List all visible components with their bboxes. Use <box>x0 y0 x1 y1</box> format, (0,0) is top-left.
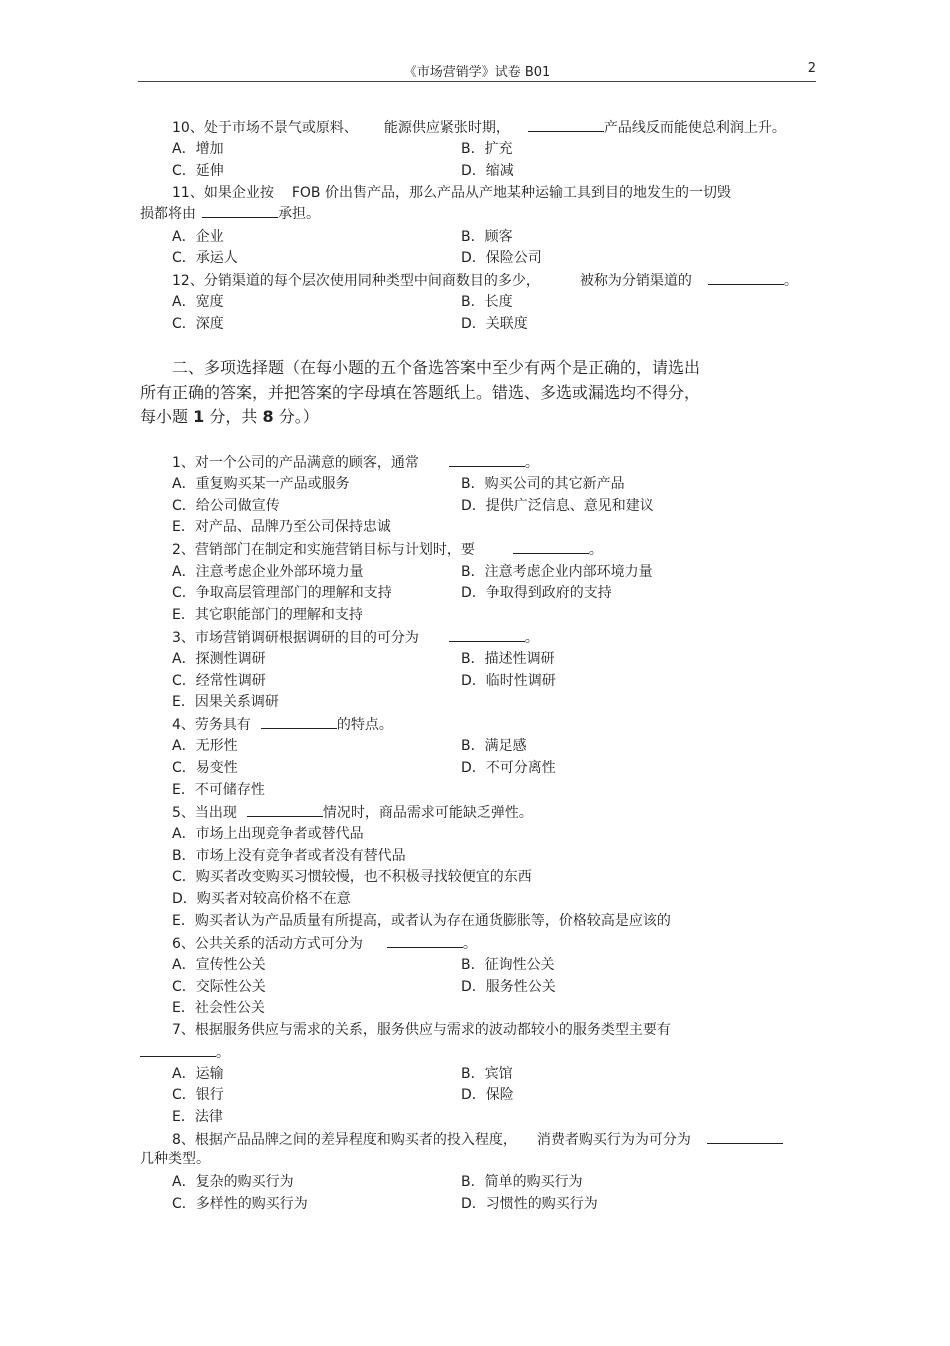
mq4-stem-text: 的特点。 <box>336 717 393 733</box>
answer-blank[interactable] <box>513 539 589 554</box>
answer-blank[interactable] <box>387 933 463 948</box>
mq8-option-d[interactable]: D．习惯性的购买行为 <box>461 1196 598 1212</box>
mq4-option-a[interactable]: A．无形性 <box>172 738 238 754</box>
mq3-option-c[interactable]: C．经常性调研 <box>172 673 266 689</box>
mq4-stem-text: 4、劳务具有 <box>172 717 251 733</box>
mq1-option-e[interactable]: E．对产品、品牌乃至公司保持忠诚 <box>172 519 391 535</box>
mq5-option-b[interactable]: B．市场上没有竞争者或者没有替代品 <box>172 848 406 864</box>
mq5-option-c[interactable]: C．购买者改变购买习惯较慢，也不积极寻找较便宜的东西 <box>172 869 532 885</box>
mq3-stem-text: 3、市场营销调研根据调研的目的可分为 <box>172 630 419 646</box>
mq7-option-c[interactable]: C．银行 <box>172 1087 224 1103</box>
mq8-stem-text: 8、根据产品品牌之间的差异程度和购买者的投入程度， <box>172 1132 517 1148</box>
mq8-option-a[interactable]: A．复杂的购买行为 <box>172 1174 294 1190</box>
mq5-option-d[interactable]: D．购买者对较高价格不在意 <box>172 891 351 907</box>
mq8-stem <box>172 1129 783 1150</box>
mq4-option-b[interactable]: B．满足感 <box>461 738 527 754</box>
mq1-option-d[interactable]: D．提供广泛信息、意见和建议 <box>461 498 654 514</box>
answer-blank[interactable] <box>449 627 525 642</box>
q11-stem-part: 损都将由 <box>140 206 196 222</box>
section-2-heading-line-1: 二、多项选择题（在每小题的五个备选答案中至少有两个是正确的，请选出 <box>172 358 701 377</box>
q10-stem-part: 10、处于市场不景气或原料、 <box>172 120 358 136</box>
q11-stem-part: 11、如果企业按 <box>172 185 274 201</box>
mq6-stem-text: 6、公共关系的活动方式可分为 <box>172 936 363 952</box>
q11-option-c[interactable]: C．承运人 <box>172 250 238 266</box>
mq3-option-b[interactable]: B．描述性调研 <box>461 651 555 667</box>
q12-option-a[interactable]: A．宽度 <box>172 294 224 310</box>
mq5-option-a[interactable]: A．市场上出现竞争者或替代品 <box>172 826 364 842</box>
mq3-stem <box>172 627 539 648</box>
q10-option-b[interactable]: B．扩充 <box>461 141 513 157</box>
mq2-option-d[interactable]: D．争取得到政府的支持 <box>461 585 612 601</box>
exam-title: 《市场营销学》试卷 B01 <box>403 65 551 80</box>
mq5-stem <box>172 802 533 823</box>
mq1-option-c[interactable]: C．给公司做宣传 <box>172 498 280 514</box>
mq1-option-a[interactable]: A．重复购买某一产品或服务 <box>172 476 350 492</box>
mq2-option-b[interactable]: B．注意考虑企业内部环境力量 <box>461 564 653 580</box>
mq7-stem-end: 。 <box>216 1045 230 1061</box>
mq2-option-c[interactable]: C．争取高层管理部门的理解和支持 <box>172 585 392 601</box>
q12-stem-part: 12、分销渠道的每个层次使用同种类型中间商数目的多少， <box>172 273 540 289</box>
answer-blank[interactable] <box>528 117 604 132</box>
q11-stem-part: 承担。 <box>278 206 320 222</box>
mq5-stem-text: 5、当出现 <box>172 805 237 821</box>
mq4-option-d[interactable]: D．不可分离性 <box>461 760 556 776</box>
mq6-stem <box>172 933 477 954</box>
mq8-stem-text: 消费者购买行为为可分为 <box>536 1132 691 1148</box>
section-2-text: 每小题 <box>140 407 189 426</box>
answer-blank[interactable] <box>707 1129 783 1144</box>
question-12-stem <box>172 270 798 291</box>
q12-stem-part: 。 <box>783 273 798 289</box>
mq3-option-a[interactable]: A．探测性调研 <box>172 651 266 667</box>
mq5-option-e[interactable]: E．购买者认为产品质量有所提高，或者认为存在通货膨胀等，价格较高是应该的 <box>172 913 671 929</box>
q11-option-d[interactable]: D．保险公司 <box>461 250 542 266</box>
mq3-option-e[interactable]: E．因果关系调研 <box>172 694 279 710</box>
mq6-option-d[interactable]: D．服务性公关 <box>461 979 556 995</box>
q10-option-a[interactable]: A．增加 <box>172 141 224 157</box>
mq4-stem <box>172 714 393 735</box>
mq3-stem-end: 。 <box>524 630 539 646</box>
section-2-heading-line-3 <box>140 405 319 429</box>
mq7-stem: 7、根据服务供应与需求的关系，服务供应与需求的波动都较小的服务类型主要有 <box>172 1022 671 1038</box>
page-header <box>138 59 816 82</box>
mq6-option-c[interactable]: C．交际性公关 <box>172 979 266 995</box>
answer-blank[interactable] <box>202 203 278 218</box>
question-11-stem <box>172 183 731 203</box>
mq2-stem <box>172 539 603 560</box>
mq1-option-b[interactable]: B．购买公司的其它新产品 <box>461 476 625 492</box>
section-2-text: 分，共 <box>209 407 258 426</box>
q11-stem-part: FOB 价出售产品，那么产品从产地某种运输工具到目的地发生的一切毁 <box>291 185 731 201</box>
answer-blank[interactable] <box>449 452 525 467</box>
q11-option-b[interactable]: B．顾客 <box>461 229 513 245</box>
mq8-stem-cont: 几种类型。 <box>140 1151 210 1167</box>
mq6-option-a[interactable]: A．宣传性公关 <box>172 957 266 973</box>
mq8-option-b[interactable]: B．简单的购买行为 <box>461 1174 583 1190</box>
q10-stem-part: 能源供应紧张时期， <box>383 120 510 136</box>
mq3-option-d[interactable]: D．临时性调研 <box>461 673 556 689</box>
mq7-option-b[interactable]: B．宾馆 <box>461 1066 513 1082</box>
mq5-stem-text: 情况时，商品需求可能缺乏弹性。 <box>322 805 533 821</box>
total-points: 8 <box>262 407 274 426</box>
mq7-option-d[interactable]: D．保险 <box>461 1087 514 1103</box>
mq4-option-e[interactable]: E．不可储存性 <box>172 782 265 798</box>
q10-option-d[interactable]: D．缩减 <box>461 163 514 179</box>
mq2-stem-text: 2、营销部门在制定和实施营销目标与计划时，要 <box>172 542 475 558</box>
answer-blank[interactable] <box>140 1042 216 1057</box>
mq1-stem-end: 。 <box>524 455 539 471</box>
q10-option-c[interactable]: C．延伸 <box>172 163 224 179</box>
question-11-stem-cont <box>140 203 320 224</box>
mq6-stem-end: 。 <box>462 936 477 952</box>
answer-blank[interactable] <box>261 714 337 729</box>
q12-option-b[interactable]: B．长度 <box>461 294 513 310</box>
section-2-text: 分。） <box>278 407 319 426</box>
mq1-stem <box>172 452 539 473</box>
section-2-heading-line-2: 所有正确的答案，并把答案的字母填在答题纸上。错选、多选或漏选均不得分， <box>140 383 701 402</box>
mq2-option-e[interactable]: E．其它职能部门的理解和支持 <box>172 607 363 623</box>
question-10-stem <box>172 117 786 138</box>
mq2-stem-end: 。 <box>588 542 603 558</box>
page-number: 2 <box>807 61 816 76</box>
points-per-question: 1 <box>193 407 205 426</box>
q10-stem-part: 产品线反而能使总利润上升。 <box>603 120 786 136</box>
mq8-option-c[interactable]: C．多样性的购买行为 <box>172 1196 308 1212</box>
mq4-option-c[interactable]: C．易变性 <box>172 760 238 776</box>
answer-blank[interactable] <box>247 802 323 817</box>
mq7-stem-cont <box>140 1042 230 1063</box>
answer-blank[interactable] <box>708 270 784 285</box>
q12-option-d[interactable]: D．关联度 <box>461 316 528 332</box>
q12-option-c[interactable]: C．深度 <box>172 316 224 332</box>
mq6-option-e[interactable]: E．社会性公关 <box>172 1000 265 1016</box>
mq2-option-a[interactable]: A．注意考虑企业外部环境力量 <box>172 564 364 580</box>
q12-stem-part: 被称为分销渠道的 <box>579 273 692 289</box>
mq7-option-e[interactable]: E．法律 <box>172 1109 223 1125</box>
q11-option-a[interactable]: A．企业 <box>172 229 224 245</box>
mq7-option-a[interactable]: A．运输 <box>172 1066 224 1082</box>
mq6-option-b[interactable]: B．征询性公关 <box>461 957 555 973</box>
mq1-stem-text: 1、对一个公司的产品满意的顾客，通常 <box>172 455 419 471</box>
